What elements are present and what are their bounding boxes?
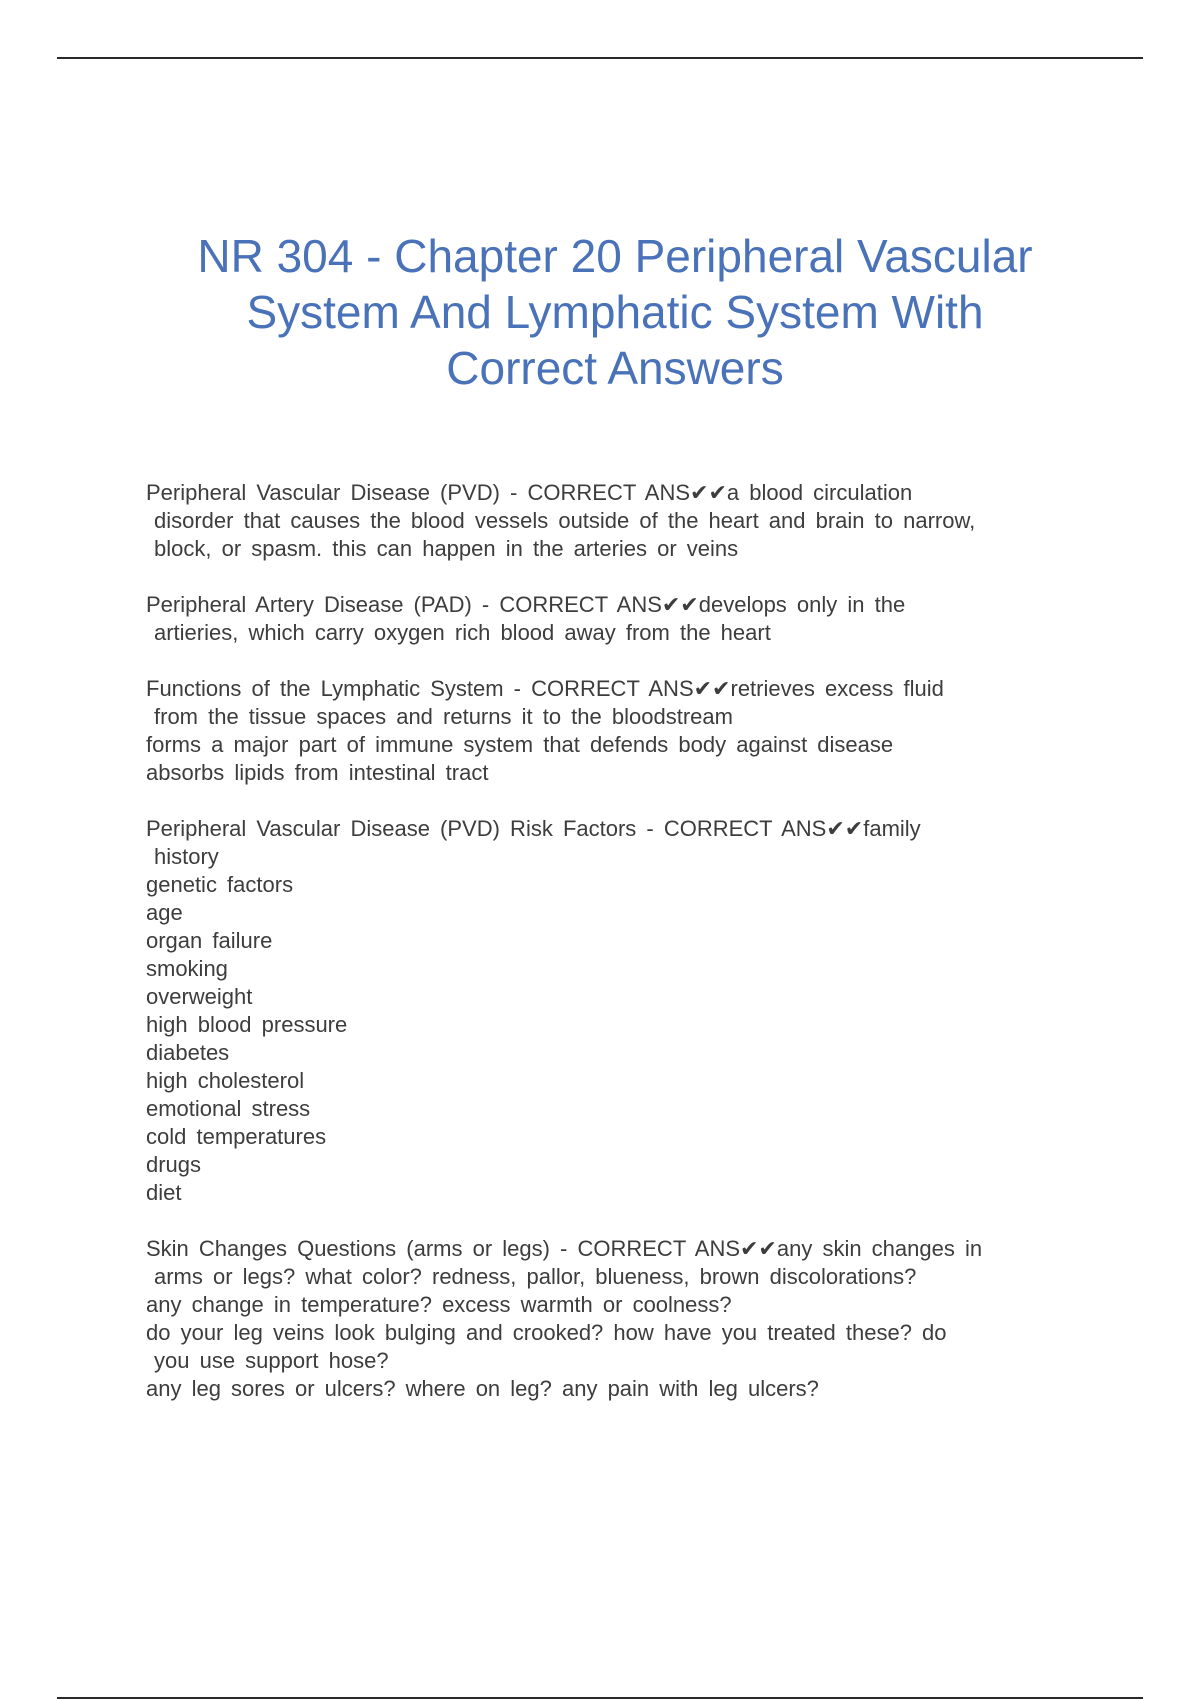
qa-line: history [154, 844, 219, 869]
qa-line: genetic factors [146, 872, 294, 897]
qa-line: any change in temperature? excess warmth or coolness? [146, 1292, 732, 1317]
qa-line: do your leg veins look bulging and crooked? how have you treated these? do [146, 1320, 947, 1345]
qa-line: Peripheral Artery Disease (PAD) - CORRECT ANS✔✔develops only in the [146, 592, 906, 617]
qa-line: diabetes [146, 1040, 230, 1065]
qa-line: Functions of the Lymphatic System - CORRECT ANS✔✔retrieves excess fluid [146, 676, 944, 701]
qa-line: from the tissue spaces and returns it to the bloodstream [154, 704, 733, 729]
title-line: System And Lymphatic System With [246, 286, 984, 338]
qa-line: forms a major part of immune system that defends body against disease [146, 732, 894, 757]
question-answer-list [146, 479, 1086, 1431]
document-title [130, 228, 1100, 396]
qa-entry [146, 591, 1086, 647]
qa-line: artieries, which carry oxygen rich blood away from the heart [154, 620, 771, 645]
qa-line: organ failure [146, 928, 273, 953]
qa-line: smoking [146, 956, 228, 981]
qa-line: Peripheral Vascular Disease (PVD) Risk Factors - CORRECT ANS✔✔family [146, 816, 921, 841]
qa-line: diet [146, 1180, 182, 1205]
qa-line: drugs [146, 1152, 202, 1177]
qa-line: disorder that causes the blood vessels outside of the heart and brain to narrow, [154, 508, 976, 533]
qa-entry [146, 675, 1086, 787]
qa-line: age [146, 900, 183, 925]
qa-line: you use support hose? [154, 1348, 389, 1373]
qa-line: Peripheral Vascular Disease (PVD) - CORRECT ANS✔✔a blood circulation [146, 480, 913, 505]
qa-entry [146, 815, 1086, 1207]
qa-line: absorbs lipids from intestinal tract [146, 760, 489, 785]
footer-rule [57, 1697, 1143, 1699]
qa-entry [146, 1235, 1086, 1403]
qa-line: high blood pressure [146, 1012, 348, 1037]
qa-line: cold temperatures [146, 1124, 327, 1149]
qa-line: Skin Changes Questions (arms or legs) - CORRECT ANS✔✔any skin changes in [146, 1236, 983, 1261]
header-rule [57, 57, 1143, 59]
title-line: NR 304 - Chapter 20 Peripheral Vascular [197, 230, 1033, 282]
qa-line: overweight [146, 984, 253, 1009]
qa-line: emotional stress [146, 1096, 311, 1121]
qa-line: arms or legs? what color? redness, pallor, blueness, brown discolorations? [154, 1264, 917, 1289]
qa-entry [146, 479, 1086, 563]
qa-line: block, or spasm. this can happen in the arteries or veins [154, 536, 739, 561]
title-line: Correct Answers [446, 342, 784, 394]
qa-line: any leg sores or ulcers? where on leg? any pain with leg ulcers? [146, 1376, 819, 1401]
qa-line: high cholesterol [146, 1068, 305, 1093]
